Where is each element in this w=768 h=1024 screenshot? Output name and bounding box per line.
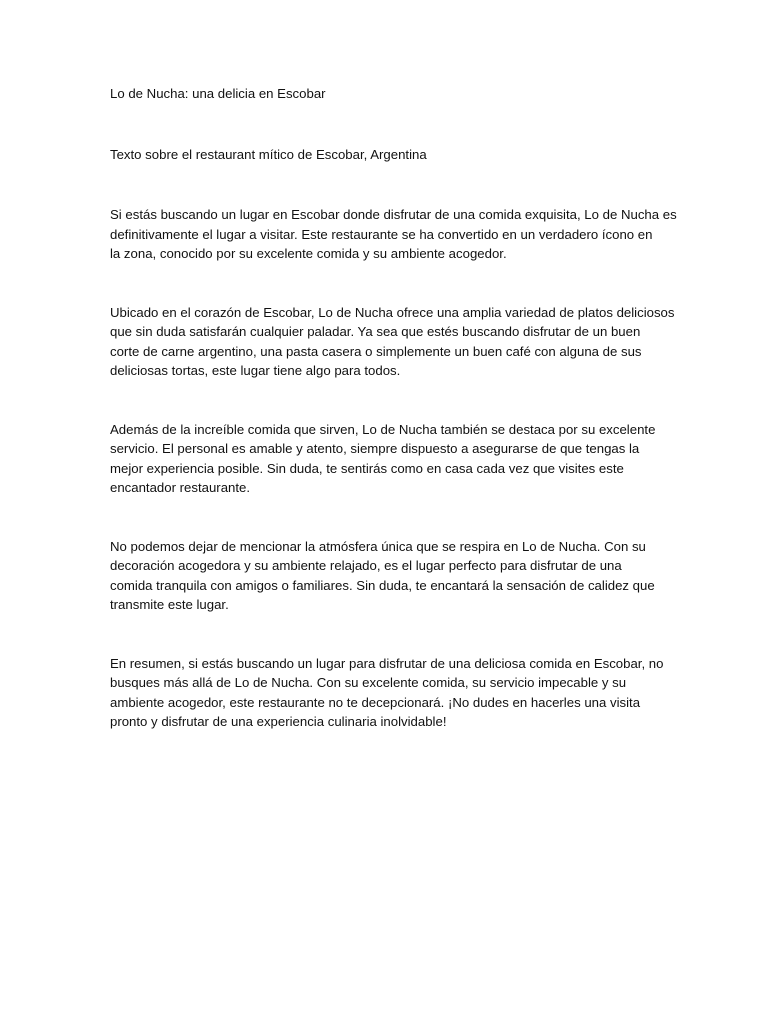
paragraph-line: mejor experiencia posible. Sin duda, te sentirás como en casa cada vez que visites este — [110, 460, 624, 476]
paragraph-line: la zona, conocido por su excelente comida y su ambiente acogedor. — [110, 246, 507, 261]
paragraph-line: pronto y disfrutar de una experiencia culinaria inolvidable! — [110, 714, 447, 729]
paragraph-line: busques más allá de Lo de Nucha. Con su excelente comida, su servicio impecable y su — [110, 675, 627, 690]
paragraph-5 — [110, 654, 668, 732]
paragraph-3 — [110, 420, 668, 498]
paragraph-line: En resumen, si estás buscando un lugar para disfrutar de una deliciosa comida en Escobar, no — [110, 655, 664, 671]
document-title: Lo de Nucha: una delicia en Escobar — [110, 86, 326, 101]
paragraph-line: transmite este lugar. — [110, 597, 229, 612]
paragraph-line: ambiente acogedor, este restaurante no te decepcionará. ¡No dudes en hacerles una visita — [110, 694, 641, 710]
paragraph-line: decoración acogedora y su ambiente relajado, es el lugar perfecto para disfrutar de una — [110, 558, 622, 573]
paragraph-line: encantador restaurante. — [110, 480, 251, 495]
paragraph-line: Además de la increíble comida que sirven, Lo de Nucha también se destaca por su excelente — [110, 421, 656, 437]
paragraph-line: servicio. El personal es amable y atento, siempre dispuesto a asegurarse de que tengas la — [110, 441, 640, 456]
paragraph-1 — [110, 205, 677, 264]
paragraph-2 — [110, 303, 675, 381]
paragraph-line: definitivamente el lugar a visitar. Este restaurante se ha convertido en un verdadero ícono en — [110, 226, 653, 242]
paragraph-4 — [110, 537, 668, 615]
paragraph-line: comida tranquila con amigos o familiares. Sin duda, te encantará la sensación de calidez que — [110, 577, 655, 593]
paragraph-line: que sin duda satisfarán cualquier paladar. Ya sea que estés buscando disfrutar de un buen — [110, 324, 641, 339]
paragraph-line: No podemos dejar de mencionar la atmósfera única que se respira en Lo de Nucha. Con su — [110, 538, 646, 554]
paragraph-line: Ubicado en el corazón de Escobar, Lo de Nucha ofrece una amplia variedad de platos deliciosos — [110, 304, 675, 320]
paragraph-line: corte de carne argentino, una pasta casera o simplemente un buen café con alguna de sus — [110, 343, 642, 359]
paragraph-line: deliciosas tortas, este lugar tiene algo para todos. — [110, 363, 401, 378]
document-subtitle: Texto sobre el restaurant mítico de Escobar, Argentina — [110, 146, 427, 162]
paragraph-line: Si estás buscando un lugar en Escobar donde disfrutar de una comida exquisita, Lo de Nucha es — [110, 207, 677, 222]
